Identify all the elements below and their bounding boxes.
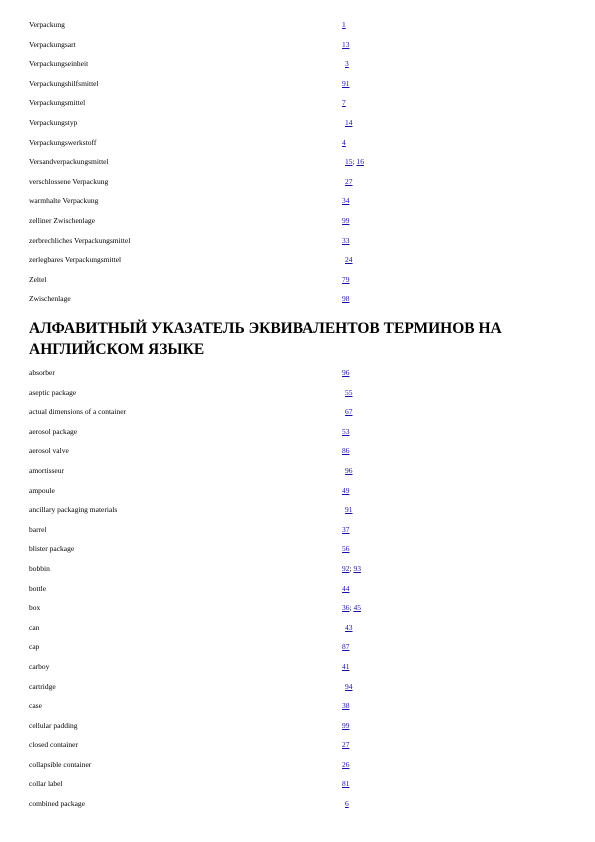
index-entry	[29, 236, 569, 256]
term-number-link[interactable]: 26	[342, 759, 350, 769]
term-number-link[interactable]: 96	[342, 368, 350, 377]
index-entry	[29, 59, 569, 79]
term-references: 15; 16	[345, 157, 364, 167]
term-number-link[interactable]: 34	[342, 196, 350, 206]
index-term: aerosol valve	[29, 446, 69, 456]
index-entry	[29, 760, 569, 780]
term-references	[342, 368, 350, 378]
index-term: verschlossene Verpackung	[29, 176, 109, 186]
term-number-link[interactable]: 96	[345, 465, 353, 475]
term-number-link[interactable]: 38	[342, 701, 350, 711]
index-entry	[29, 20, 569, 40]
index-entry	[29, 701, 569, 721]
term-number-link[interactable]: 87	[342, 642, 350, 652]
term-number-link[interactable]: 45	[353, 603, 361, 613]
index-term: cellular padding	[29, 720, 78, 730]
term-references	[342, 486, 350, 496]
index-entry	[29, 544, 569, 564]
index-entry	[29, 466, 569, 486]
term-number-link[interactable]: 99	[342, 720, 350, 730]
term-number-link[interactable]: 44	[342, 583, 350, 593]
term-number-link[interactable]: 94	[345, 681, 353, 691]
term-references	[342, 642, 350, 652]
index-entry	[29, 642, 569, 662]
index-term: Zeltel	[29, 274, 47, 284]
index-term: carboy	[29, 661, 50, 671]
term-number-link[interactable]: 1	[342, 20, 346, 29]
index-term: cartridge	[29, 681, 56, 691]
term-references	[342, 721, 350, 731]
term-references	[342, 388, 353, 398]
index-entry	[29, 779, 569, 799]
index-term: Verpackungstyp	[29, 117, 78, 127]
index-term: can	[29, 622, 40, 632]
index-entry	[29, 682, 569, 702]
index-term: Verpackungswerkstoff	[29, 137, 97, 147]
term-references	[342, 799, 349, 809]
term-number-link[interactable]: 36	[342, 603, 350, 613]
index-entry	[29, 79, 569, 99]
index-term: combined package	[29, 799, 86, 809]
term-number-link[interactable]: 16	[356, 157, 364, 167]
index-entry	[29, 368, 569, 388]
index-entry	[29, 564, 569, 584]
term-references	[342, 466, 353, 476]
index-entry	[29, 40, 569, 60]
index-term: Verpackungshilfsmittel	[29, 78, 99, 88]
term-references	[342, 118, 353, 128]
term-number-link[interactable]: 27	[342, 740, 350, 750]
term-references	[342, 79, 350, 89]
index-term: Verpackungseinheit	[29, 59, 89, 69]
index-entry	[29, 662, 569, 682]
term-references	[342, 236, 350, 246]
index-term: zerbrechliches Verpackungsmittel	[29, 235, 131, 245]
term-number-link[interactable]: 81	[342, 779, 350, 789]
index-term: collapsible container	[29, 759, 92, 769]
index-term: collar label	[29, 779, 63, 789]
term-references	[342, 701, 350, 711]
index-term: amortisseur	[29, 465, 64, 475]
term-references	[342, 98, 346, 108]
index-entry	[29, 138, 569, 158]
index-entry	[29, 603, 569, 623]
index-term: Zwischenlage	[29, 294, 71, 304]
term-number-link[interactable]: 91	[345, 505, 353, 515]
index-entry	[29, 118, 569, 138]
term-number-link[interactable]: 14	[345, 117, 353, 127]
index-term: zerlegbares Verpackungsmittel	[29, 255, 122, 265]
term-references	[342, 196, 350, 206]
term-number-link[interactable]: 86	[342, 446, 350, 456]
term-references	[342, 407, 353, 417]
index-entry	[29, 505, 569, 525]
index-entry	[29, 525, 569, 545]
term-references	[342, 427, 350, 437]
term-number-link[interactable]: 4	[342, 137, 346, 147]
term-references	[342, 760, 350, 770]
index-term: Verpackungsmittel	[29, 98, 86, 108]
index-entry	[29, 98, 569, 118]
term-number-link[interactable]: 3	[345, 59, 349, 69]
index-term: aseptic package	[29, 387, 77, 397]
term-references	[342, 216, 350, 226]
term-number-link[interactable]: 93	[353, 563, 361, 573]
term-references	[342, 446, 350, 456]
term-number-link[interactable]: 67	[345, 407, 353, 417]
index-entry	[29, 177, 569, 197]
index-term: aerosol package	[29, 426, 78, 436]
index-entry	[29, 446, 569, 466]
index-term: blister package	[29, 544, 75, 554]
index-term: Verpackungsart	[29, 39, 76, 49]
index-term: barrel	[29, 524, 47, 534]
index-term: actual dimensions of a container	[29, 407, 127, 417]
index-entry	[29, 740, 569, 760]
index-entry	[29, 216, 569, 236]
term-number-link[interactable]: 41	[342, 661, 350, 671]
term-references: 36; 45	[342, 603, 361, 613]
term-number-link[interactable]: 37	[342, 524, 350, 534]
index-entry	[29, 157, 569, 177]
term-references	[342, 20, 346, 30]
term-number-link[interactable]: 6	[345, 799, 349, 809]
term-references: 92; 93	[342, 563, 361, 573]
term-references	[342, 682, 353, 692]
term-number-link[interactable]: 33	[342, 235, 350, 245]
index-term: zelliner Zwischenlage	[29, 215, 96, 225]
term-references	[342, 525, 350, 535]
term-number-link[interactable]: 43	[345, 622, 353, 632]
term-references	[342, 584, 350, 594]
index-entry	[29, 388, 569, 408]
index-term: Versandverpackungsmittel	[29, 157, 109, 167]
section-heading: АЛФАВИТНЫЙ УКАЗАТЕЛЬ ЭКВИВАЛЕНТОВ ТЕРМИНОВ НА АНГЛИЙСКОМ ЯЗЫКЕ	[29, 320, 502, 358]
term-number-link[interactable]: 91	[342, 78, 350, 88]
index-term: box	[29, 603, 41, 613]
english-term-index	[29, 368, 569, 819]
term-references	[342, 505, 353, 515]
index-entry	[29, 294, 569, 314]
index-term: closed container	[29, 740, 78, 750]
term-number-link[interactable]: 27	[345, 176, 353, 186]
index-entry	[29, 196, 569, 216]
index-term: cap	[29, 642, 40, 652]
term-references	[342, 177, 353, 187]
index-term: absorber	[29, 368, 55, 377]
term-references	[342, 740, 350, 750]
term-references	[342, 255, 353, 265]
index-term: bobbin	[29, 563, 50, 573]
index-entry	[29, 407, 569, 427]
term-number-link[interactable]: 7	[342, 98, 346, 108]
index-entry	[29, 427, 569, 447]
index-entry	[29, 486, 569, 506]
term-references	[342, 138, 346, 148]
term-references	[342, 294, 350, 304]
term-number-link[interactable]: 98	[342, 294, 350, 304]
index-entry	[29, 584, 569, 604]
term-number-link[interactable]: 55	[345, 387, 353, 397]
index-entry	[29, 721, 569, 741]
term-references	[342, 623, 353, 633]
term-references	[342, 275, 350, 285]
term-number-link[interactable]: 99	[342, 215, 350, 225]
term-number-link[interactable]: 92	[342, 563, 350, 573]
term-number-link[interactable]: 79	[342, 274, 350, 284]
term-number-link[interactable]: 15	[345, 157, 353, 167]
index-entry	[29, 623, 569, 643]
term-number-link[interactable]: 56	[342, 544, 350, 554]
index-entry	[29, 255, 569, 275]
term-references	[342, 544, 350, 554]
index-term: warmhaltе Verpackung	[29, 196, 99, 206]
index-entry	[29, 275, 569, 295]
index-term: bottle	[29, 583, 47, 593]
term-references	[342, 40, 350, 50]
term-references	[342, 59, 349, 69]
term-number-link[interactable]: 13	[342, 39, 350, 49]
german-term-index	[29, 20, 569, 314]
term-references	[342, 662, 350, 672]
index-term: ampoule	[29, 485, 55, 495]
term-number-link[interactable]: 53	[342, 426, 350, 436]
index-term: Verpackung	[29, 20, 65, 29]
term-references	[342, 779, 350, 789]
index-term: ancillary packaging materials	[29, 505, 118, 515]
index-term: case	[29, 701, 42, 711]
index-entry	[29, 799, 569, 819]
term-number-link[interactable]: 49	[342, 485, 350, 495]
term-number-link[interactable]: 24	[345, 255, 353, 265]
